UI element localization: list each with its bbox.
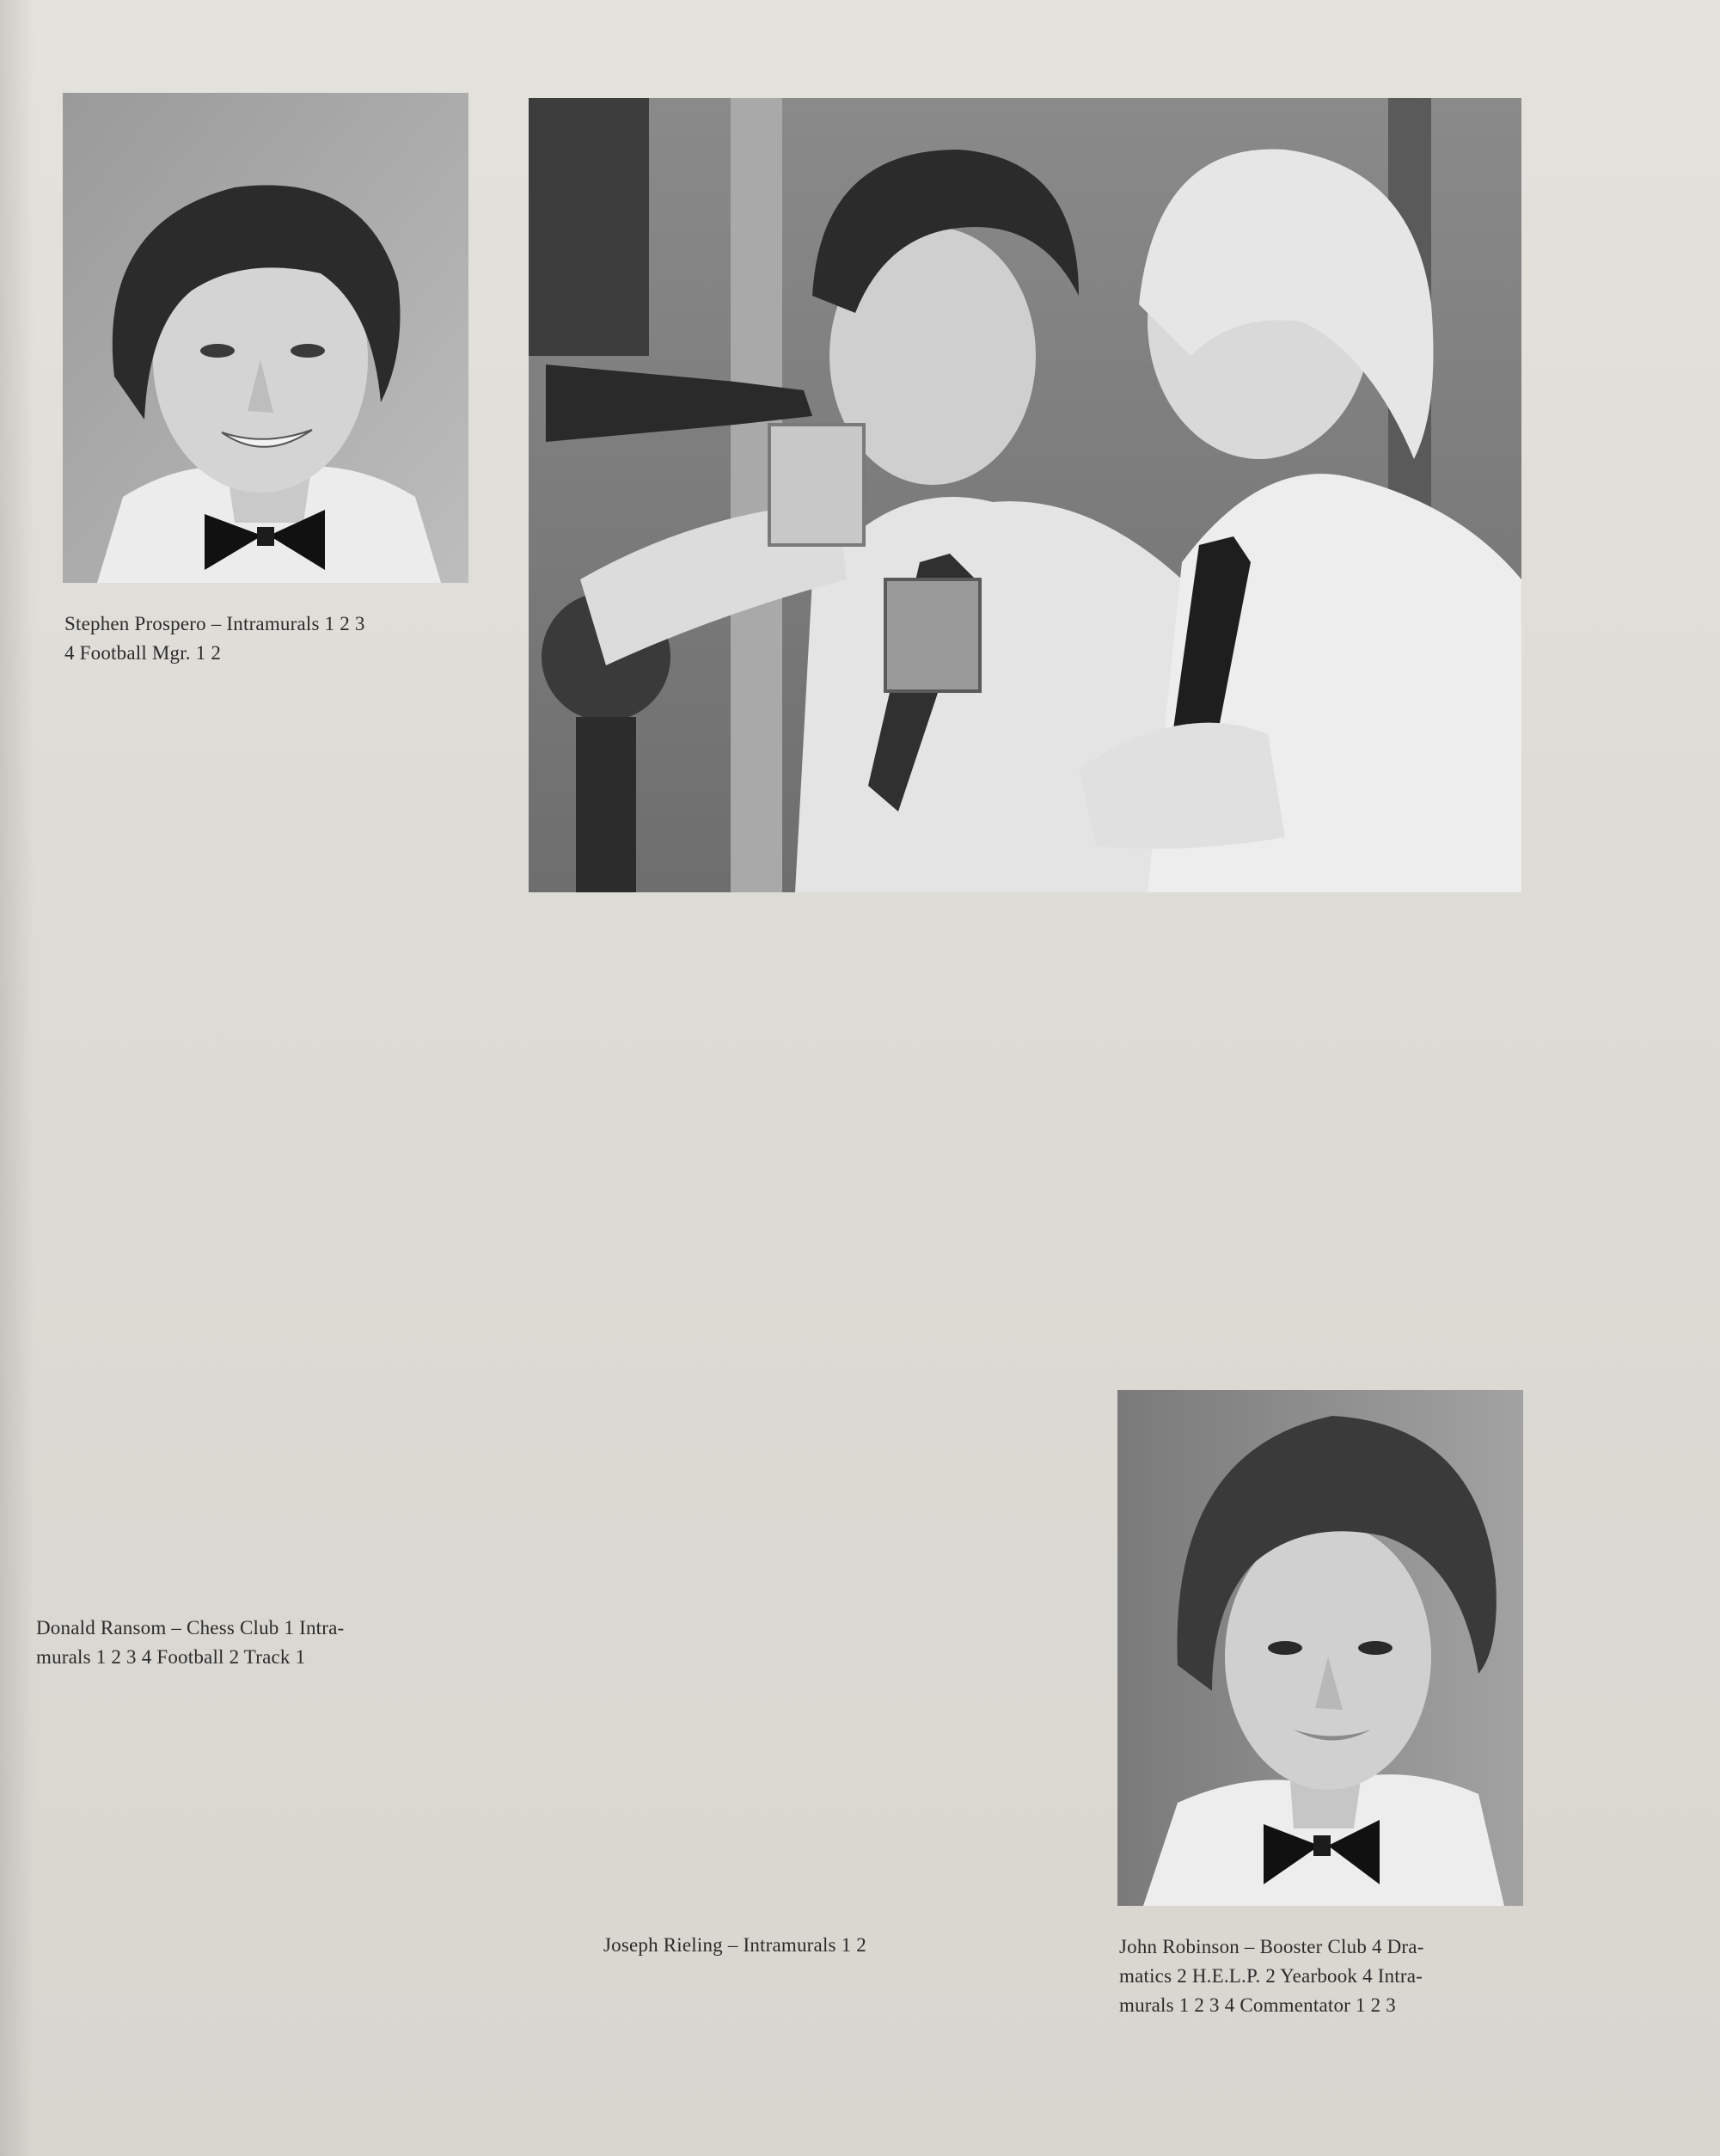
- caption-stephen-prospero: [64, 609, 365, 668]
- caption-line: Donald Ransom – Chess Club 1 Intra-: [36, 1617, 345, 1638]
- spine-shadow: [0, 0, 34, 2156]
- caption-donald-ransom: [36, 1614, 344, 1672]
- portrait-john-robinson: [1117, 1390, 1523, 1906]
- caption-line: matics 2 H.E.L.P. 2 Yearbook 4 Intra-: [1119, 1965, 1423, 1987]
- candid-image: [529, 98, 1521, 892]
- caption-line: John Robinson – Booster Club 4 Dra-: [1119, 1936, 1424, 1957]
- portrait-image: [1117, 1390, 1523, 1906]
- caption-line: 4 Football Mgr. 1 2: [64, 642, 222, 664]
- caption-line: Stephen Prospero – Intramurals 1 2 3: [64, 613, 365, 634]
- caption-line: Joseph Rieling – Intramurals 1 2: [603, 1934, 866, 1956]
- caption-line: murals 1 2 3 4 Commentator 1 2 3: [1119, 1994, 1396, 2016]
- portrait-stephen-prospero: [63, 93, 468, 583]
- portrait-image: [63, 93, 468, 583]
- candid-photo-lab: [529, 98, 1521, 892]
- caption-john-robinson: [1119, 1932, 1424, 2020]
- caption-joseph-rieling: [603, 1931, 866, 1960]
- caption-line: murals 1 2 3 4 Football 2 Track 1: [36, 1646, 306, 1668]
